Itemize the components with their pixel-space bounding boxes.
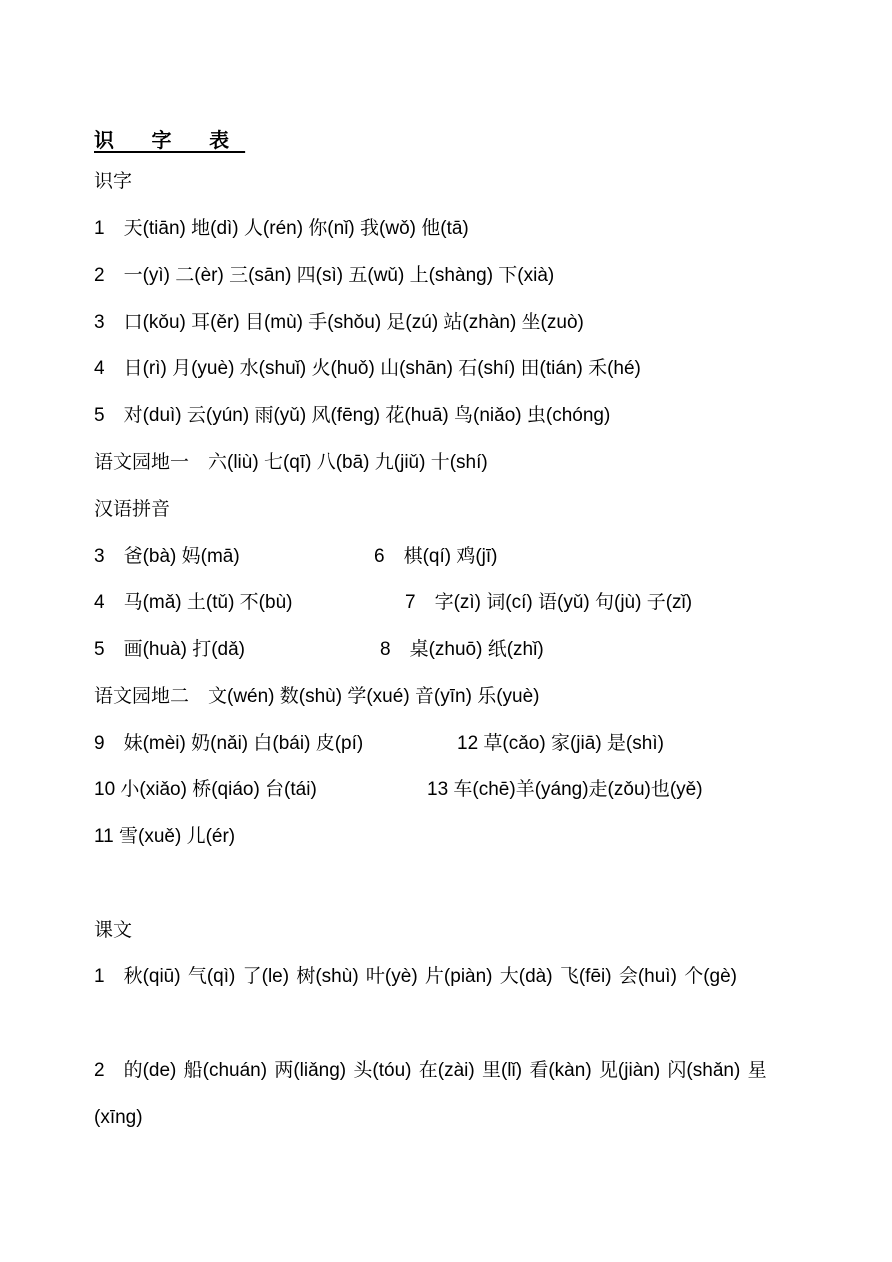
text-line: 3 口(kǒu) 耳(ěr) 目(mù) 手(shǒu) 足(zú) 站(zhàn) 坐(zuò) bbox=[94, 312, 584, 333]
page-title: 识 字 表 bbox=[94, 130, 246, 152]
text-line: 11 雪(xuě) 儿(ér) bbox=[94, 826, 236, 847]
text-line: 3 爸(bà) 妈(mā) bbox=[94, 546, 240, 567]
text-line: 12 草(cǎo) 家(jiā) 是(shì) bbox=[457, 733, 664, 754]
section-heading-kewen: 课文 bbox=[94, 920, 133, 941]
text-line: 9 妹(mèi) 奶(nǎi) 白(bái) 皮(pí) bbox=[94, 733, 364, 754]
text-line: 6 棋(qí) 鸡(jī) bbox=[374, 546, 498, 567]
text-line: 2 一(yì) 二(èr) 三(sān) 四(sì) 五(wǔ) 上(shàng) 下(xià) bbox=[94, 265, 555, 286]
section-heading-shizi: 识字 bbox=[94, 171, 133, 192]
text-line: 5 对(duì) 云(yún) 雨(yǔ) 风(fēng) 花(huā) 鸟(niǎo) 虫(chóng) bbox=[94, 405, 611, 426]
text-line: 4 马(mǎ) 土(tǔ) 不(bù) bbox=[94, 592, 293, 613]
text-line: 4 日(rì) 月(yuè) 水(shuǐ) 火(huǒ) 山(shān) 石(shí) 田(tián) 禾(hé) bbox=[94, 358, 641, 379]
text-line: 语文园地二 文(wén) 数(shù) 学(xué) 音(yīn) 乐(yuè) bbox=[94, 686, 540, 707]
section-heading-pinyin: 汉语拼音 bbox=[94, 499, 171, 520]
text-line: 13 车(chē)羊(yáng)走(zǒu)也(yě) bbox=[427, 779, 703, 800]
text-line: 8 桌(zhuō) 纸(zhǐ) bbox=[380, 639, 544, 660]
text-line: 语文园地一 六(liù) 七(qī) 八(bā) 九(jiǔ) 十(shí) bbox=[94, 452, 488, 473]
text-line: 5 画(huà) 打(dǎ) bbox=[94, 639, 245, 660]
text-paragraph: 2 的(de) 船(chuán) 两(liǎng) 头(tóu) 在(zài) 里(lǐ) 看(kàn) 见(jiàn) 闪(shǎn) 星(xīng) bbox=[94, 1060, 767, 1128]
text-line: 10 小(xiǎo) 桥(qiáo) 台(tái) bbox=[94, 779, 317, 800]
text-line: 1 天(tiān) 地(dì) 人(rén) 你(nǐ) 我(wǒ) 他(tā) bbox=[94, 218, 469, 239]
text-line: 7 字(zì) 词(cí) 语(yǔ) 句(jù) 子(zǐ) bbox=[405, 592, 693, 613]
text-paragraph: 1 秋(qiū) 气(qì) 了(le) 树(shù) 叶(yè) 片(piàn) 大(dà) 飞(fēi) 会(huì) 个(gè) bbox=[94, 966, 737, 987]
